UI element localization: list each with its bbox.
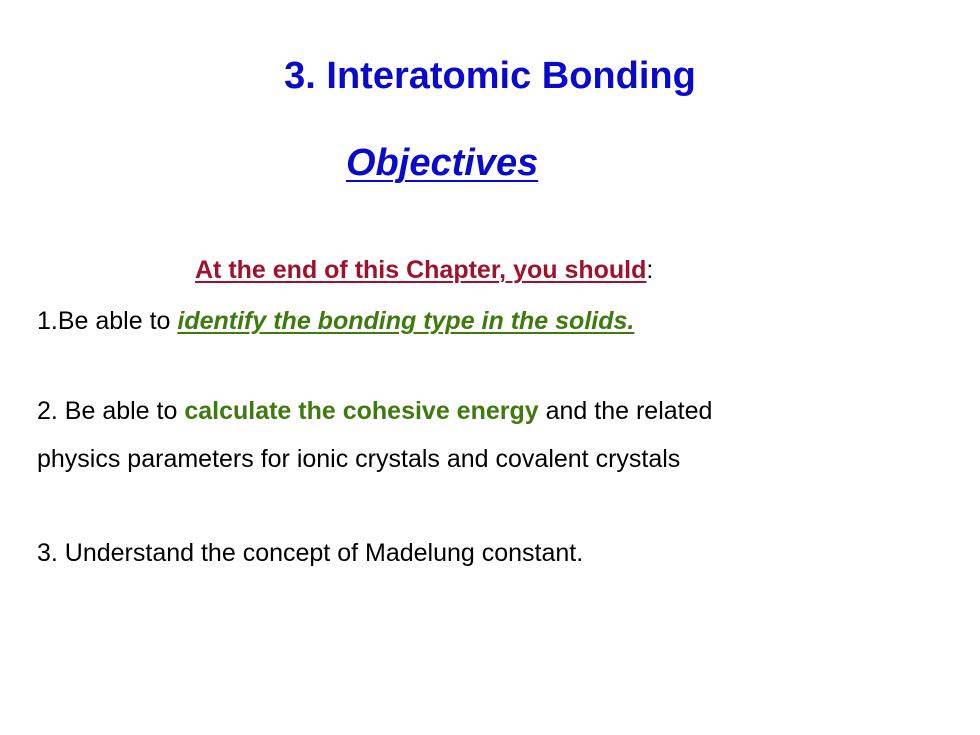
objective-1-prefix: 1.Be able to	[37, 307, 178, 335]
slide-title: 3. Interatomic Bonding	[284, 55, 696, 97]
objective-1-emphasis: identify the bonding type in the solids.	[177, 307, 635, 335]
objective-2-suffix: and the related	[538, 397, 713, 425]
objective-2-line-2: physics parameters for ionic crystals and covalent crystals	[37, 445, 681, 473]
objective-2	[37, 394, 712, 429]
intro-text: At the end of this Chapter, you should	[195, 256, 647, 284]
objective-2-emphasis: calculate the cohesive energy	[184, 397, 539, 425]
intro-colon: :	[646, 256, 654, 284]
objective-3: 3. Understand the concept of Madelung constant.	[37, 539, 584, 567]
objectives-heading: Objectives	[346, 142, 539, 184]
intro-line	[195, 254, 653, 286]
objective-2-prefix: 2. Be able to	[37, 397, 185, 425]
objective-1	[37, 304, 634, 339]
